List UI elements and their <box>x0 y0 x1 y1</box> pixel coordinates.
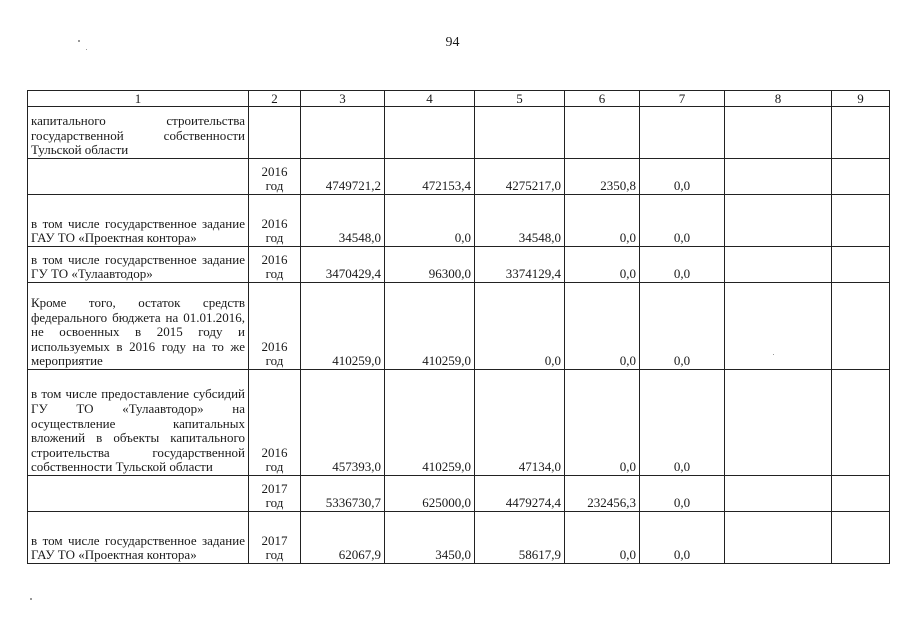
row-year: 2016 год <box>249 159 301 195</box>
total-cell: 34548,0 <box>301 195 385 247</box>
column-header: 1 <box>28 91 249 107</box>
table-row <box>28 247 890 283</box>
cell-col6: 0,0 <box>565 283 640 370</box>
cell-col4: 472153,4 <box>385 159 475 195</box>
cell-col7: 0,0 <box>640 512 725 564</box>
column-header: 9 <box>832 91 890 107</box>
cell-col7: 0,0 <box>640 283 725 370</box>
cell-col4: 0,0 <box>385 195 475 247</box>
cell-col8 <box>725 107 832 159</box>
cell-col7: 0,0 <box>640 159 725 195</box>
cell-col9 <box>832 247 890 283</box>
cell-col5 <box>475 107 565 159</box>
scan-speck <box>30 598 32 600</box>
column-header: 2 <box>249 91 301 107</box>
row-year: 2016 год <box>249 195 301 247</box>
page-number: 94 <box>445 35 460 50</box>
cell-col6: 0,0 <box>565 195 640 247</box>
total-cell: 3470429,4 <box>301 247 385 283</box>
cell-col4: 410259,0 <box>385 283 475 370</box>
row-year: 2017 год <box>249 476 301 512</box>
row-description: в том числе государственное задание ГАУ ТО «Проектная контора» <box>28 195 249 247</box>
row-year: 2016 год <box>249 283 301 370</box>
table-row <box>28 476 890 512</box>
total-cell: 5336730,7 <box>301 476 385 512</box>
cell-col5: 58617,9 <box>475 512 565 564</box>
column-header: 6 <box>565 91 640 107</box>
cell-col6: 0,0 <box>565 370 640 476</box>
scan-speck <box>86 49 87 50</box>
scan-speck <box>78 40 80 42</box>
table-row <box>28 195 890 247</box>
cell-col4: 410259,0 <box>385 370 475 476</box>
cell-col9 <box>832 159 890 195</box>
cell-col7: 0,0 <box>640 247 725 283</box>
row-description: в том числе государственное задание ГУ ТО «Тулаавтодор» <box>28 247 249 283</box>
cell-col5: 47134,0 <box>475 370 565 476</box>
cell-col6: 0,0 <box>565 247 640 283</box>
cell-col7: 0,0 <box>640 195 725 247</box>
cell-col9 <box>832 195 890 247</box>
row-description <box>28 476 249 512</box>
cell-col6: 232456,3 <box>565 476 640 512</box>
cell-col8 <box>725 512 832 564</box>
cell-col9 <box>832 476 890 512</box>
total-cell: 62067,9 <box>301 512 385 564</box>
cell-col4: 625000,0 <box>385 476 475 512</box>
cell-col8 <box>725 283 832 370</box>
cell-col5: 4479274,4 <box>475 476 565 512</box>
cell-col9 <box>832 370 890 476</box>
cell-col8 <box>725 247 832 283</box>
table-row <box>28 370 890 476</box>
cell-col5: 3374129,4 <box>475 247 565 283</box>
row-description <box>28 159 249 195</box>
total-cell: 410259,0 <box>301 283 385 370</box>
cell-col7: 0,0 <box>640 370 725 476</box>
table-body <box>28 107 890 564</box>
cell-col5: 34548,0 <box>475 195 565 247</box>
cell-col9 <box>832 283 890 370</box>
total-cell: 4749721,2 <box>301 159 385 195</box>
cell-col4 <box>385 107 475 159</box>
row-description: в том числе предоставление субсидий ГУ ТО «Тулаавтодор» на осуществление капитальных вложений в объекты капитального строительства государственной собственности Тульской области <box>28 370 249 476</box>
cell-col8 <box>725 159 832 195</box>
cell-col6: 0,0 <box>565 512 640 564</box>
cell-col4: 3450,0 <box>385 512 475 564</box>
total-cell <box>301 107 385 159</box>
cell-col9 <box>832 107 890 159</box>
cell-col8 <box>725 476 832 512</box>
header-row <box>28 91 890 107</box>
total-cell: 457393,0 <box>301 370 385 476</box>
cell-col6: 2350,8 <box>565 159 640 195</box>
cell-col7 <box>640 107 725 159</box>
column-header: 5 <box>475 91 565 107</box>
table-row <box>28 107 890 159</box>
cell-col8 <box>725 195 832 247</box>
cell-col5: 4275217,0 <box>475 159 565 195</box>
row-description: в том числе государственное задание ГАУ ТО «Проектная контора» <box>28 512 249 564</box>
cell-col5: 0,0 <box>475 283 565 370</box>
cell-col9 <box>832 512 890 564</box>
row-year: 2016 год <box>249 247 301 283</box>
column-header: 4 <box>385 91 475 107</box>
cell-col7: 0,0 <box>640 476 725 512</box>
column-header: 3 <box>301 91 385 107</box>
row-year: 2016 год <box>249 370 301 476</box>
row-year <box>249 107 301 159</box>
cell-col4: 96300,0 <box>385 247 475 283</box>
budget-table <box>27 90 890 564</box>
cell-col6 <box>565 107 640 159</box>
table-row <box>28 159 890 195</box>
cell-col8 <box>725 370 832 476</box>
table-row <box>28 512 890 564</box>
scan-speck <box>773 354 774 355</box>
table-header <box>28 91 890 107</box>
column-header: 7 <box>640 91 725 107</box>
row-year: 2017 год <box>249 512 301 564</box>
column-header: 8 <box>725 91 832 107</box>
row-description: Кроме того, остаток средств федерального бюджета на 01.01.2016, не освоенных в 2015 году и используемых в 2016 году на то же мероприятие <box>28 283 249 370</box>
row-description: капитального строительства государственной собственности Тульской области <box>28 107 249 159</box>
table-row <box>28 283 890 370</box>
